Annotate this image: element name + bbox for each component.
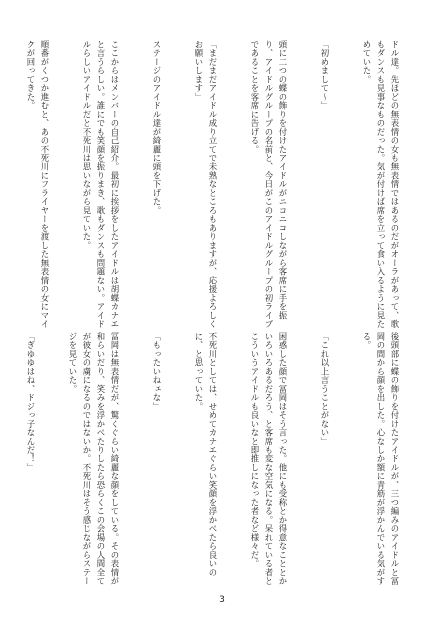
paragraph: 「これ以上言うことがない」 xyxy=(320,332,330,446)
paragraph: ここからはメンバーの自己紹介。最初に挨拶をしたアイドルは胡蝶カナエと言うらしい。誰にでも笑顔を振りまき、歌もダンスも問題ない。アイドルらしいアイドルだと不死川は思いながら見ていた。 xyxy=(82,40,120,329)
paragraph: 冨岡は無表情だが、驚くぐらい綺麗な顔をしている。その表情が和らいだり、笑みを浮かべたりしたら恐らくこの会場の人間全てが彼女の虜になるのではないか。不死川はそう感じながらステージを見ていた。 xyxy=(68,332,120,586)
paragraph: 「初めまして〜」 xyxy=(320,40,330,110)
paragraph: 困惑した顔で冨岡はそう言った。他にも受称とか得意なこととかいろいろあるだろう、と客席も変な空気になる。呆れている者とこういうアイドルも良いなと即推しになった者など様々だ。 xyxy=(250,332,288,586)
right-text-column xyxy=(26,40,430,330)
paragraph: 後頭部に蝶の飾りを付けたアイドルが、三つ編みのアイドルと冨岡の間から顔を出した。心なしか額に青筋が浮かんでいる気がする。 xyxy=(362,332,400,586)
paragraph: ドル達。先ほどの無表情の女も無表情ではあるのだがオーラがあって、歌もダンスも見事なものだった。気が付けば席を立って食い入るように見ためていた。 xyxy=(362,40,400,329)
paragraph: 「ぎゆゆはね、ドジっ子なんだ！」 xyxy=(26,332,36,472)
paragraph: 頭に二つの蝶の飾りを付けたアイドルがニコニコしながら客席に手を振り、アイドルグループの名前と、今日がこのアイドルグループの初ライブであることを客席に告げる。 xyxy=(250,40,288,329)
page-number: 3 xyxy=(219,595,225,605)
paragraph: ステージのアイドル達が綺麗に頭を下げた。 xyxy=(152,40,162,215)
paragraph: 「まだまだアイドル成り立てで未熟なところもありますが、応援よろしくお願いします」 xyxy=(194,40,218,329)
paragraph: 不死川としては、せめてカナエぐらい笑顔を浮かべたら良いのに、と思っていた。 xyxy=(194,332,218,577)
left-text-column xyxy=(26,332,430,587)
paragraph: 順番がくつか進むと、あの不死川にフライヤーを渡した無表情の女にマイクが回ってきた。 xyxy=(26,40,50,329)
paragraph: 「もったいねェな」 xyxy=(152,332,162,411)
